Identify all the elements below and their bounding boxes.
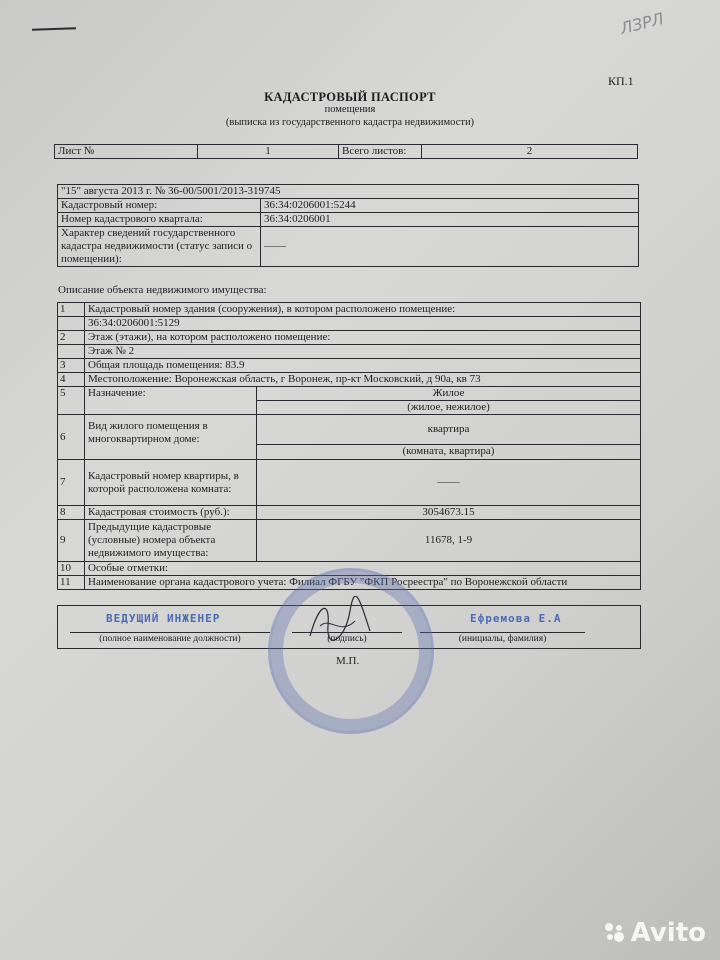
sheet-label: Лист №	[55, 145, 198, 159]
sheet-value: 1	[198, 145, 339, 159]
document-note: (выписка из государственного кадастра недвижимости)	[225, 117, 475, 128]
location: Местоположение: Воронежская область, г Воронеж, пр-кт Московский, д 90а, кв 73	[85, 373, 641, 387]
signature-caption: (подпись)	[327, 634, 367, 644]
record-status-label: Характер сведений государственного кадастра недвижимости (статус записи о помещении):	[58, 227, 261, 267]
name-caption: (инициалы, фамилия)	[458, 634, 547, 644]
cadastral-number-value: 36:34:0206001:5244	[261, 199, 639, 213]
record-status-value: ——	[261, 227, 639, 267]
row-number: 10	[58, 562, 85, 576]
row-number: 8	[58, 506, 85, 520]
cadastral-number-label: Кадастровый номер:	[58, 199, 261, 213]
purpose-label: Назначение:	[85, 387, 257, 415]
building-cadastral-number-value: 36:34:0206001:5129	[85, 317, 641, 331]
total-sheets-label: Всего листов:	[339, 145, 422, 159]
document-subtitle: помещения	[324, 104, 376, 115]
total-sheets-value: 2	[422, 145, 638, 159]
handwritten-note: ЛЗРЛ	[618, 8, 666, 39]
quarter-number-label: Номер кадастрового квартала:	[58, 213, 261, 227]
position-stamp: ВЕДУЩИЙ ИНЖЕНЕР	[106, 612, 221, 625]
row-number: 2	[58, 331, 85, 345]
cadastral-value: 3054673.15	[257, 506, 641, 520]
row-number: 11	[58, 576, 85, 590]
floor-value: Этаж № 2	[85, 345, 641, 359]
registration-date-number: "15" августа 2013 г. № 36-00/5001/2013-319745	[58, 185, 639, 199]
official-seal	[268, 568, 434, 734]
dwelling-type-value: квартира	[257, 415, 641, 445]
form-code: КП.1	[608, 74, 634, 88]
row-number: 4	[58, 373, 85, 387]
object-description-table	[57, 302, 641, 590]
object-description-title: Описание объекта недвижимого имущества:	[58, 284, 267, 296]
previous-numbers-value: 11678, 1-9	[257, 520, 641, 562]
seal-label: М.П.	[336, 655, 360, 667]
sheet-table	[54, 144, 638, 159]
row-number: 3	[58, 359, 85, 373]
cadastral-value-label: Кадастровая стоимость (руб.):	[85, 506, 257, 520]
name-stamp: Ефремова Е.А	[470, 612, 562, 625]
position-caption: (полное наименование должности)	[99, 634, 241, 644]
dwelling-type-label: Вид жилого помещения в многоквартирном доме:	[85, 415, 257, 460]
document-title: КАДАСТРОВЫЙ ПАСПОРТ	[264, 90, 436, 104]
previous-numbers-label: Предыдущие кадастровые (условные) номера объекта недвижимого имущества:	[85, 520, 257, 562]
quarter-number-value: 36:34:0206001	[261, 213, 639, 227]
registration-table	[57, 184, 639, 267]
total-area: Общая площадь помещения: 83.9	[85, 359, 641, 373]
row-number: 7	[58, 460, 85, 506]
apartment-cadastral-number-value: ——	[257, 460, 641, 506]
avito-logo-icon	[601, 919, 627, 945]
row-number: 6	[58, 415, 85, 460]
row-number: 1	[58, 303, 85, 317]
dwelling-type-hint: (комната, квартира)	[257, 445, 641, 460]
position-line	[70, 632, 270, 633]
avito-watermark	[601, 918, 706, 948]
pen-mark	[32, 27, 76, 31]
special-notes-label: Особые отметки:	[85, 562, 641, 576]
row-number: 5	[58, 387, 85, 415]
row-number: 9	[58, 520, 85, 562]
cadastral-authority: Наименование органа кадастрового учета: Филиал ФГБУ "ФКП Росреестра" по Воронежской области	[85, 576, 641, 590]
purpose-value: Жилое	[257, 387, 641, 401]
name-line	[420, 632, 585, 633]
building-cadastral-number-label: Кадастровый номер здания (сооружения), в котором расположено помещение:	[85, 303, 641, 317]
purpose-hint: (жилое, нежилое)	[257, 401, 641, 415]
apartment-cadastral-number-label: Кадастровый номер квартиры, в которой расположена комната:	[85, 460, 257, 506]
floor-label: Этаж (этажи), на котором расположено помещение:	[85, 331, 641, 345]
watermark-text: Avito	[630, 918, 706, 948]
